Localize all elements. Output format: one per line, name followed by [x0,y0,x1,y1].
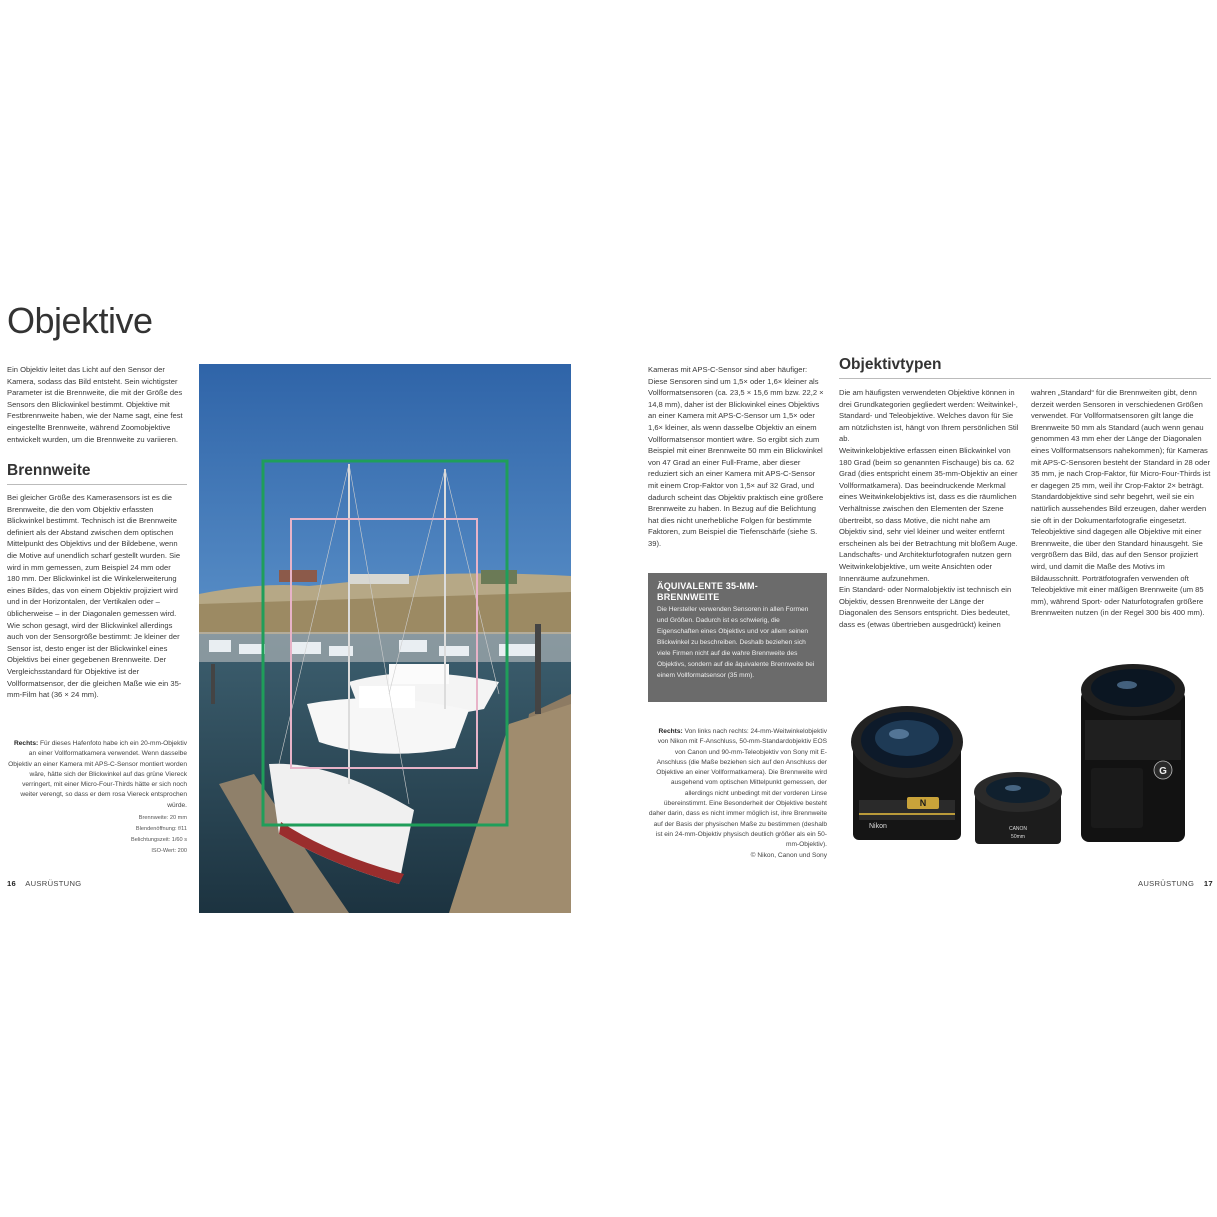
info-box [648,573,827,702]
section-label-left: AUSRÜSTUNG [25,879,82,888]
paragraph-tele: Teleobjektive sind dagegen alle Objektive mit einer Brennweite, die über den Standard hinausgeht. Sie vergrößern das Bild, das auf den Sensor projiziert wird, und damit die Maße des Motivs im Bildausschnitt. Porträtfotografen verwenden oft Teleobjektive mit einer mäßigen Brennweite (um 85 mm), während Sport- oder Naturfotografen größere Brennweiten nutzen (in der Regel 300 bis 400 mm). [1031,527,1205,618]
harbour-photo [199,364,571,913]
folio-right [1138,879,1213,888]
nikon-badge: N [919,798,927,808]
info-box-text: Die Hersteller verwenden Sensoren in allen Formen und Größen. Dadurch ist es schwierig, die Eigenschaften eines Objektivs und vor allem seinen Blickwinkel zu beschreiben. Deshalb beziehen sich viele Firmen nicht auf die wahre Brennweite des Objektivs, sondern auf die äquivalente Brennweite bei einem Vollformatsensor (35 mm). [657,606,815,679]
caption-label: Rechts: [14,740,39,747]
lens-caption [648,727,827,861]
intro-paragraph: Ein Objektiv leitet das Licht auf den Sensor der Kamera, sodass das Bild entsteht. Sein wichtigster Parameter ist die Brennweite, die mit der Größe des Sensors den Blickwinkel bestimmt. Objektive mit Festbrennweite haben, wie der Name sagt, eine fest eingestellte Brennweite, während Zoomobjektive entwickelt wurden, um die Brennweite zu variieren. [7,365,183,444]
page-title: Objektive [7,300,153,341]
paragraph-standard: Ein Standard- oder Normalobjektiv ist technisch ein Objektiv, dessen Brennweite der Länge der Diagonalen des Sensors entspricht. Dies bedeutet, dass es (etwas übertrieben ausgedrückt) keinen [839,585,1012,629]
info-box-title: ÄQUIVALENTE 35-MM-BRENNWEITE [657,581,758,602]
section-heading-brennweite: Brennweite [7,462,91,479]
page-number-right: 17 [1203,879,1213,888]
lens-caption-label: Rechts: [658,728,683,735]
sony-90mm-lens [1081,664,1185,842]
section-rule [7,484,187,485]
lens-caption-text: Von links nach rechts: 24-mm-Weitwinkelobjektiv von Nikon mit F-Anschluss, 50-mm-Standardobjektiv EOS von Canon und 90-mm-Teleobjektiv von Sony mit E-Anschluss (die Maße beziehen sich auf den Anschluss der Objektive an einer Vollformatkamera). Die Brennweite wird ausgehend vom optischen Mittelpunkt gemessen, der allerdings nicht unbedingt mit der vorderen Linse übereinstimmt. Eine Besonderheit der Objektive besteht daher darin, dass es nicht immer möglich ist, ihre Brennweite auf der Basis der physischen Maße zu bestimmen (deshalb ist ein 24-mm-Objektiv physisch deutlich größer als ein 50-mm-Objektiv). [648,728,827,849]
apsc-paragraph: Kameras mit APS-C-Sensor sind aber häufiger: Diese Sensoren sind um 1,5× oder 1,6× kleiner als Vollformatsensoren (ca. 23,5 × 15,6 mm bzw. 22,2 × 14,8 mm), daher ist der Blickwinkel eines Objektivs an einer Kamera mit APS-C-Sensor um 1,5× oder 1,6× kleiner, als wenn dasselbe Objektiv an einem Vollformatsensor montiert wäre. So ergibt sich zum Beispiel mit einer Brennweite 50 mm ein Blickwinkel von 47 Grad an einer Full-Frame, aber dieser reduziert sich an einer Kamera mit APS-C-Sensor mit einem Crop-Faktor von 1,5× auf 32 Grad, und dadurch scheint das Objektiv praktisch eine größere Brennweite zu haben. In Bezug auf die Belichtung hat dies nicht unerhebliche Folgen für bestimmte Faktoren, zum Beispiel die Tiefenschärfe (siehe S. 39). [648,365,824,548]
nikon-24mm-lens [851,706,963,840]
sony-badge: G [1159,766,1167,777]
section-heading-objektivtypen: Objektivtypen [839,356,942,373]
brennweite-paragraph: Bei gleicher Größe des Kamerasensors ist es die Brennweite, die den vom Objektiv erfassten Blickwinkel bestimmt. Technisch ist die Brennweite definiert als der Abstand zwischen dem optischen Mittelpunkt des Objektivs und der Bildebene, wenn die Motive auf unendlich scharf gestellt wurden. Sie wird in mm gemessen, zum Beispiel 24 mm oder 180 mm. Der Blickwinkel ist die Winkelerweiterung eines Bildes, das von einem Objektiv projiziert wird und in der Horizontalen, der Vertikalen oder – üblicherweise – in der Diagonalen gemessen wird. Wie schon gesagt, wird der Blickwinkel allerdings auch von der Sensorgröße bestimmt: Je kleiner der Sensor ist, desto enger ist der Blickwinkel eines Objektivs bei einer gegebenen Brennweite. Der Vergleichsstandard für Objektive ist der Vollformatsensor, der die gleichen Maße wie ein 35-mm-Film hat (36 × 24 mm). [7,493,182,700]
paragraph-standard-cont: wahren „Standard“ für die Brennweiten gibt, denn derzeit werden Sensoren in verschiedenen Größen verwendet. Für Vollformatsensoren gilt lange die Brennweite 50 mm als Standard (auch wenn genau genommen 43 mm eher der Länge der Diagonalen eines Vollformatsensors nahekommen); für Kameras mit APS-C-Sensoren besteht der Standard in 28 oder 35 mm, je nach Crop-Faktor, für Micro-Four-Thirds ist er dagegen 25 mm, weil ihr Crop-Faktor 2× beträgt. Standardobjektive sind sehr begehrt, weil sie ein natürlich aussehendes Bild erzeugen, daher werden sie oft in der Dokumentarfotografie eingesetzt. [1031,388,1211,525]
canon-50mm-lens [974,772,1062,844]
meta-iso: ISO-Wert: 200 [151,847,187,854]
meta-focal-length: Brennweite: 20 mm [138,815,187,821]
lens-illustration [845,650,1195,855]
caption-text: Für dieses Hafenfoto habe ich ein 20-mm-Objektiv an einer Vollformatkamera verwendet. Wenn dasselbe Objektiv an einer Kamera mit APS-C-Sensor montiert worden wäre, hätte sich der Blickwinkel auf das grüne Viereck verringert, mit einer Micro-Four-Thirds hätte er sich noch weiter verengt, so dass er dem rosa Viereck entsprochen würde. [8,740,187,809]
paragraph-categories: Die am häufigsten verwendeten Objektive können in drei Grundkategorien gegliedert werden: Weitwinkel-, Standard- und Teleobjektive. Welches davon für Sie am nützlichsten ist, hängt von Ihrem persönlichen Stil ab. [839,388,1019,444]
objektivtypen-column-1 [839,387,1019,630]
meta-aperture: Blendenöffnung: f/11 [135,825,187,832]
photo-caption [7,739,187,811]
meta-shutter: Belichtungszeit: 1/60 s [131,836,187,843]
section-rule-right [839,378,1211,379]
canon-brand: CANON [1008,826,1028,832]
lens-credit: © Nikon, Canon und Sony [750,851,827,859]
page-number-left: 16 [7,879,17,888]
folio-left [7,879,81,888]
nikon-brand: Nikon [869,823,887,830]
canon-size: 50mm [1011,834,1025,840]
photo-meta [40,813,187,857]
objektivtypen-column-2 [1031,387,1211,619]
section-label-right: AUSRÜSTUNG [1138,879,1195,888]
paragraph-wide-angle: Weitwinkelobjektive erfassen einen Blickwinkel von 180 Grad (beim so genannten Fischauge) bis ca. 62 Grad (dies entspricht einem 35-mm-Objektiv an einer Vollformatkamera). Das beeindruckende Merkmal eines Weitwinkelobjektivs ist, dass es die räumlichen Verhältnisse zwischen den Elementen der Szene übertreibt, so dass Motive, die nicht nahe am Objektiv sind, sehr viel kleiner und weiter entfernt erscheinen als bei der Betrachtung mit bloßem Auge. Landschafts- und Architekturfotografen nutzen gern Weitwinkelobjektive, um weite Ansichten oder Innenräume aufzunehmen. [839,445,1018,583]
